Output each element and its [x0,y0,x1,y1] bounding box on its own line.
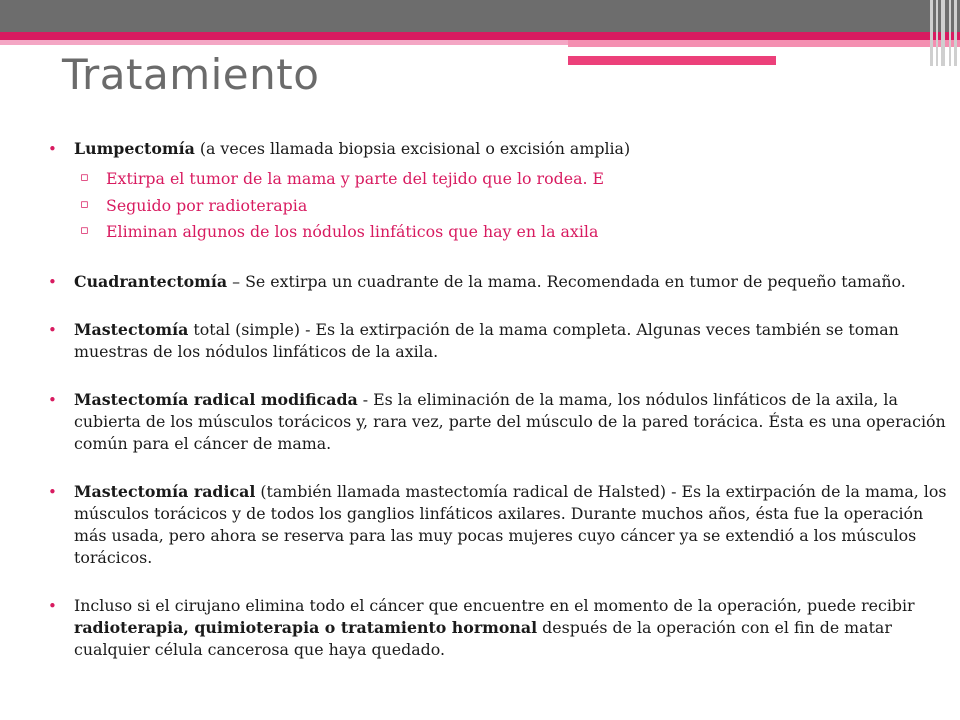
item-term: Mastectomía radical [74,482,256,501]
item-term: radioterapia, quimioterapia o tratamiento hormonal [74,618,538,637]
item-text: total (simple) - Es la extirpación de la mama completa. Algunas veces también se toman muestras de los nódulos linfáticos de la axila. [74,320,899,361]
square-bullet-icon: ▫ [80,170,89,185]
bullet-icon: • [48,483,57,501]
item-term: Mastectomía [74,320,189,339]
header-band-gray [0,0,960,32]
header-band-light-right [568,40,960,47]
sub-item-text: Extirpa el tumor de la mama y parte del tejido que lo rodea. E [106,169,605,188]
item-text: (también llamada mastectomía radical de Halsted) - Es la extirpación de la mama, los músculos torácicos y de todos los ganglios linfáticos axilares. Durante muchos años, ésta fue la operación más usada, pero ahora se reserva para las muy pocas mujeres cuyo cáncer ya se extendió a los músculos torácicos. [74,482,947,567]
sub-item-text: Eliminan algunos de los nódulos linfáticos que hay en la axila [106,222,599,241]
item-term: Lumpectomía [74,139,195,158]
header-band-pink [0,32,960,40]
item-term: Cuadrantectomía [74,272,228,291]
bullet-icon: • [48,321,57,339]
bullet-icon: • [48,140,57,158]
bullet-icon: • [48,273,57,291]
header-band-light-left [0,40,568,45]
item-text: después de la operación con el fin de matar cualquier célula cancerosa que haya quedado. [74,618,892,659]
item-text: – Se extirpa un cuadrante de la mama. Recomendada en tumor de pequeño tamaño. [227,272,906,291]
bullet-list [48,138,948,661]
header-stripes-decoration [928,0,960,66]
bullet-icon: • [48,597,57,615]
list-item-mastectomia-total [48,319,948,363]
square-bullet-icon: ▫ [80,197,89,212]
bullet-icon: • [48,391,57,409]
list-item-cuadrantectomia [48,271,948,293]
page-title: Tratamiento [62,50,320,99]
list-item-lumpectomia [48,138,948,160]
square-bullet-icon: ▫ [80,223,89,238]
list-item-mastectomia-radical [48,481,948,569]
header-band-white-line [568,49,888,52]
sub-item [48,168,948,190]
sub-item [48,195,948,217]
item-term: Mastectomía radical modificada [74,390,358,409]
header-band-pink-short [568,56,776,65]
sub-item-text: Seguido por radioterapia [106,196,308,215]
item-text-pre: Incluso si el cirujano elimina todo el cáncer que encuentre en el momento de la operación, puede recibir [74,596,915,615]
sub-item [48,221,948,243]
item-text: (a veces llamada biopsia excisional o excisión amplia) [194,139,631,158]
item-text: - Es la eliminación de la mama, los nódulos linfáticos de la axila, la cubierta de los músculos torácicos y, rara vez, parte del músculo de la pared torácica. Ésta es una operación común para el cáncer de mama. [74,390,946,453]
list-item-tratamiento-adicional [48,595,948,661]
list-item-mastectomia-radical-modificada [48,389,948,455]
